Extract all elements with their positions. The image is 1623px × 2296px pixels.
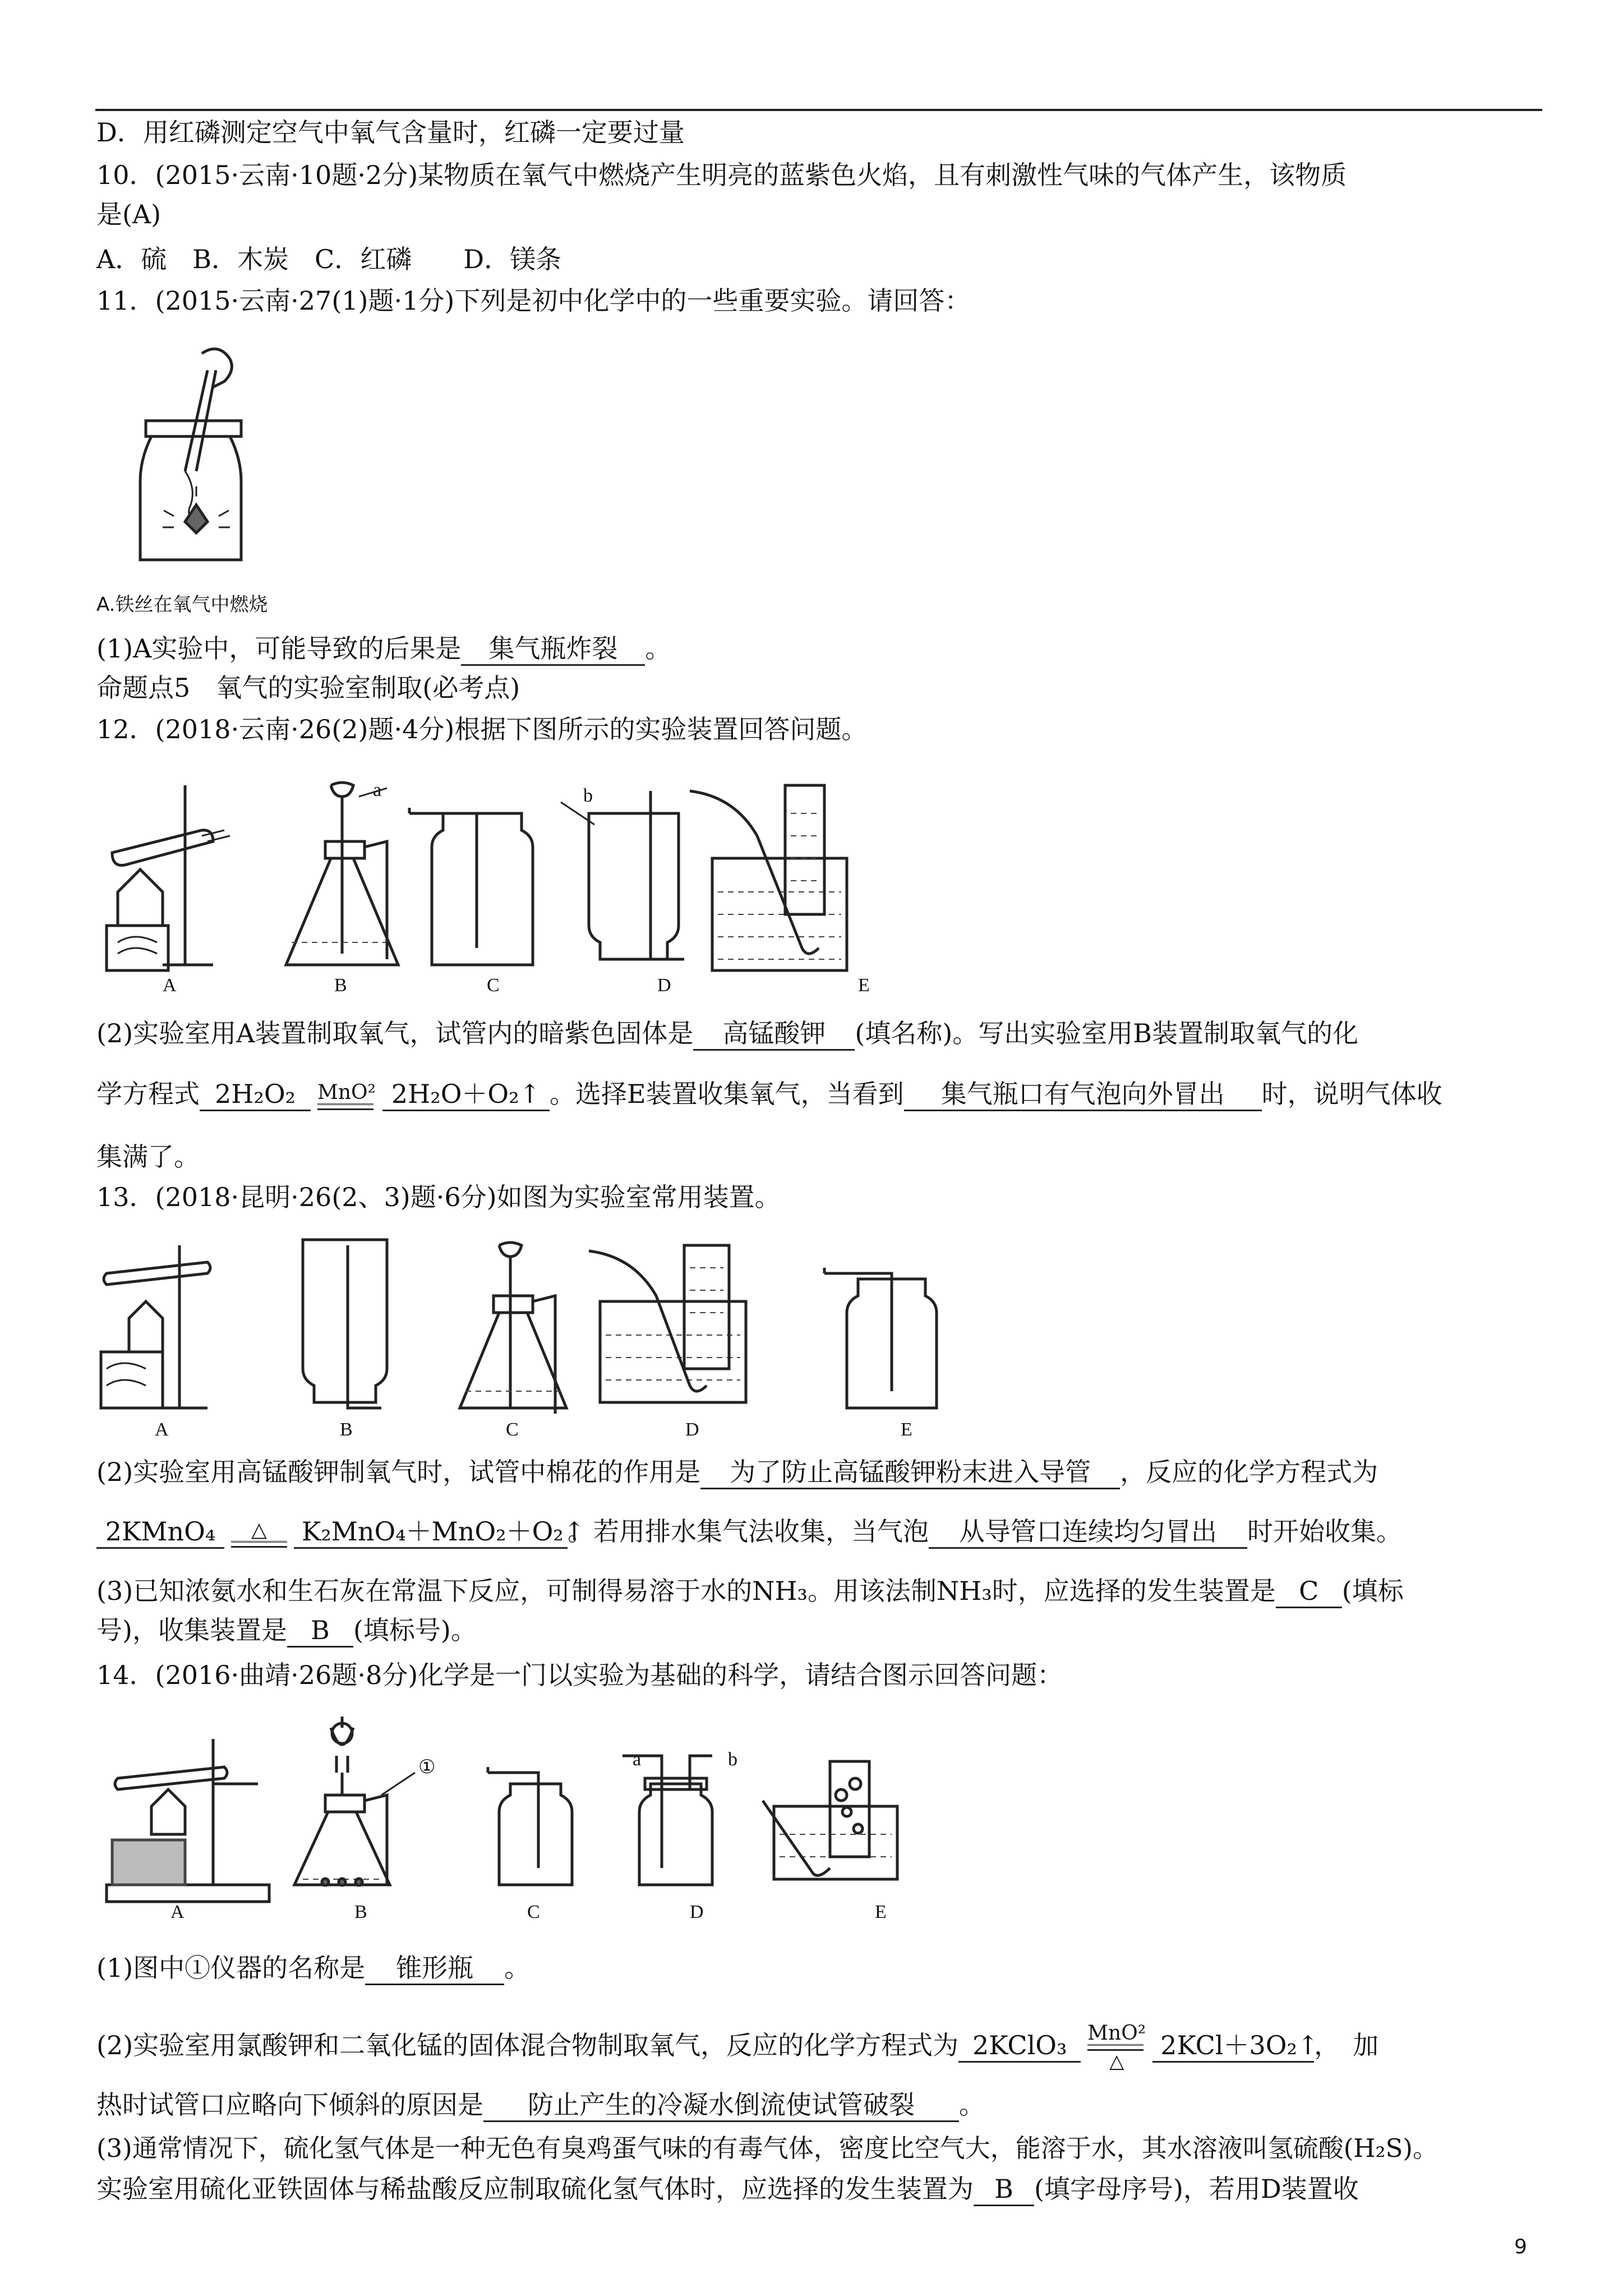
- q12-part2-line2: [96, 1077, 1442, 1111]
- q14-part2-line2-suffix: 。: [959, 2090, 985, 2120]
- q12-part2-answer: 高锰酸钾: [693, 1018, 855, 1051]
- q14-label-a: A: [170, 1902, 185, 1922]
- q14-label-small-a: a: [633, 1749, 642, 1770]
- q13-apparatus: [95, 1234, 993, 1419]
- q12-part2-prefix: (2)实验室用A装置制取氧气，试管内的暗紫色固体是: [96, 1018, 694, 1048]
- q13-eq-right: K₂MnO₄＋MnO₂＋O₂↑: [294, 1516, 568, 1549]
- q14-part3-line2: [96, 2172, 1359, 2206]
- q13-label-c: C: [506, 1419, 519, 1440]
- q13-part3-line1: [96, 1574, 1404, 1608]
- q12-part2-line1: [96, 1016, 1358, 1051]
- q14-apparatus: [101, 1717, 976, 1907]
- q13-part3-suffix: (填标: [1341, 1576, 1404, 1606]
- q14-part2-answer2: 防止产生的冷凝水倒流使试管破裂: [483, 2089, 959, 2122]
- top-rule: [95, 109, 1542, 111]
- q14-eq-heat: △: [1109, 2050, 1124, 2073]
- q13-part2-line2-suffix: 时开始收集。: [1247, 1516, 1402, 1547]
- q14-eq-catalyst: MnO²: [1087, 2022, 1146, 2045]
- q14-eq-condition: [1087, 2023, 1146, 2072]
- q10-stem-cont: 是(A): [96, 199, 162, 229]
- q10-stem: 10．(2015·云南·10题·2分)某物质在氧气中燃烧产生明亮的蓝紫色火焰，且有刺激性气味的气体产生，该物质: [96, 160, 1347, 190]
- q12-label-small-b: b: [583, 785, 593, 806]
- q11-stem: 11．(2015·云南·27(1)题·1分)下列是初中化学中的一些重要实验。请回答：: [96, 286, 971, 316]
- q13-part3-line2-suffix: (填标号)。: [353, 1615, 477, 1645]
- q14-part2-line2-prefix: 热时试管口应略向下倾斜的原因是: [96, 2090, 483, 2120]
- page-number: 9: [1514, 2235, 1527, 2258]
- q12-part2-suffix: (填名称)。写出实验室用B装置制取氧气的化: [855, 1018, 1359, 1048]
- q13-part2-line1: [96, 1455, 1378, 1489]
- q11-part1: [96, 632, 671, 666]
- q13-part3-line2: [96, 1613, 477, 1648]
- q12-label-b: B: [334, 975, 347, 996]
- q12-apparatus: [95, 780, 993, 987]
- q12-eq-left: 2H₂O₂: [200, 1078, 311, 1111]
- q13-eq-heat: △: [251, 1519, 267, 1542]
- q12-eq-catalyst: MnO²: [317, 1081, 376, 1104]
- q12-part2-mid: 。选择E装置收集氧气，当看到: [550, 1079, 904, 1109]
- q13-part3-line2-prefix: 号)，收集装置是: [96, 1615, 287, 1645]
- q12-equation-label: 学方程式: [96, 1079, 200, 1109]
- q12-eq-right: 2H₂O＋O₂↑: [382, 1078, 550, 1111]
- q14-part3-line2-suffix: (填字母序号)，若用D装置收: [1034, 2174, 1359, 2204]
- q14-part1-prefix: (1)图中①仪器的名称是: [96, 1953, 366, 1983]
- q14-label-d: D: [690, 1902, 704, 1922]
- q11-part1-answer: 集气瓶炸裂: [461, 633, 645, 666]
- q12-label-c: C: [487, 975, 500, 996]
- q14-label-circle-1: ①: [418, 1757, 436, 1778]
- q13-label-a: A: [155, 1419, 169, 1440]
- q12-label-e: E: [858, 975, 870, 996]
- q13-part2-line2: [96, 1515, 1402, 1549]
- q14-label-b: B: [354, 1902, 367, 1922]
- q13-label-e: E: [901, 1419, 912, 1440]
- q14-part1-answer: 锥形瓶: [365, 1952, 504, 1985]
- q12-label-d: D: [657, 975, 671, 996]
- q14-label-small-b: b: [728, 1749, 737, 1770]
- q14-part3-line1: (3)通常情况下，硫化氢气体是一种无色有臭鸡蛋气味的有毒气体，密度比空气大，能溶于水，其水溶液叫氢硫酸(H₂S)。: [96, 2133, 1438, 2163]
- q14-eq-left: 2KClO₃: [958, 2030, 1081, 2063]
- q13-part2-suffix: ，反应的化学方程式为: [1120, 1457, 1378, 1487]
- q13-part2-prefix: (2)实验室用高锰酸钾制氧气时，试管中棉花的作用是: [96, 1457, 701, 1487]
- q12-stem: 12．(2018·云南·26(2)题·4分)根据下图所示的实验装置回答问题。: [96, 714, 868, 744]
- q14-part3-line2-prefix: 实验室用硫化亚铁固体与稀盐酸反应制取硫化氢气体时，应选择的发生装置为: [96, 2174, 974, 2204]
- q14-part1: [96, 1951, 530, 1985]
- q13-eq-condition: [231, 1520, 287, 1548]
- q13-eq-bar: [231, 1541, 287, 1548]
- q12-part2-line3: 集满了。: [96, 1142, 200, 1172]
- q12-eq-condition: [317, 1082, 376, 1110]
- q12-part2-answer2: 集气瓶口有气泡向外冒出: [904, 1078, 1262, 1111]
- figure-iron-wire-burning: [135, 337, 247, 578]
- section-title: 命题点5 氧气的实验室制取(必考点): [96, 673, 520, 703]
- q14-label-c: C: [527, 1902, 540, 1922]
- q12-eq-bar: [317, 1103, 374, 1110]
- q13-eq-left: 2KMnO₄: [96, 1516, 224, 1549]
- q13-part2-answer: 为了防止高锰酸钾粉末进入导管: [700, 1456, 1120, 1489]
- q10-options: A．硫 B．木炭 C．红磷 D．镁条: [96, 244, 562, 274]
- q11-part1-suffix: 。: [645, 633, 671, 664]
- q12-label-a: A: [163, 975, 177, 996]
- q14-part2-suffix: ， 加: [1314, 2030, 1379, 2060]
- q13-part2-answer2: 从导管口连续均匀冒出: [929, 1516, 1247, 1549]
- q13-part3-answer: C: [1276, 1575, 1342, 1608]
- q12-part2-line2-suffix: 时，说明气体收: [1261, 1079, 1442, 1109]
- q13-part3-answer2: B: [287, 1614, 353, 1648]
- q13-label-b: B: [340, 1419, 353, 1440]
- q14-part2-line2: [96, 2088, 985, 2122]
- q14-eq-right: 2KCl＋3O₂↑: [1152, 2030, 1314, 2063]
- q13-label-d: D: [685, 1419, 699, 1440]
- q14-label-e: E: [875, 1902, 887, 1922]
- q13-stem: 13．(2018·昆明·26(2、3)题·6分)如图为实验室常用装置。: [96, 1182, 781, 1212]
- q11-part1-prefix: (1)A实验中，可能导致的后果是: [96, 633, 462, 664]
- figure-caption: A.铁丝在氧气中燃烧: [96, 593, 268, 616]
- q13-part2-mid: 。若用排水集气法收集，当气泡: [568, 1516, 929, 1547]
- q12-label-small-a: a: [373, 780, 382, 800]
- q9-option-d: D．用红磷测定空气中氧气含量时，红磷一定要过量: [96, 117, 685, 148]
- q14-part2-prefix: (2)实验室用氯酸钾和二氧化锰的固体混合物制取氧气，反应的化学方程式为: [96, 2030, 959, 2060]
- q14-stem: 14．(2016·曲靖·26题·8分)化学是一门以实验为基础的科学，请结合图示回答问题：: [96, 1660, 1063, 1690]
- q14-part1-suffix: 。: [504, 1953, 531, 1983]
- q14-part2-line1: [96, 2023, 1378, 2072]
- q13-part3-prefix: (3)已知浓氨水和生石灰在常温下反应，可制得易溶于水的NH₃。用该法制NH₃时，应选择的发生装置是: [96, 1576, 1276, 1606]
- q14-part3-answer: B: [974, 2173, 1034, 2206]
